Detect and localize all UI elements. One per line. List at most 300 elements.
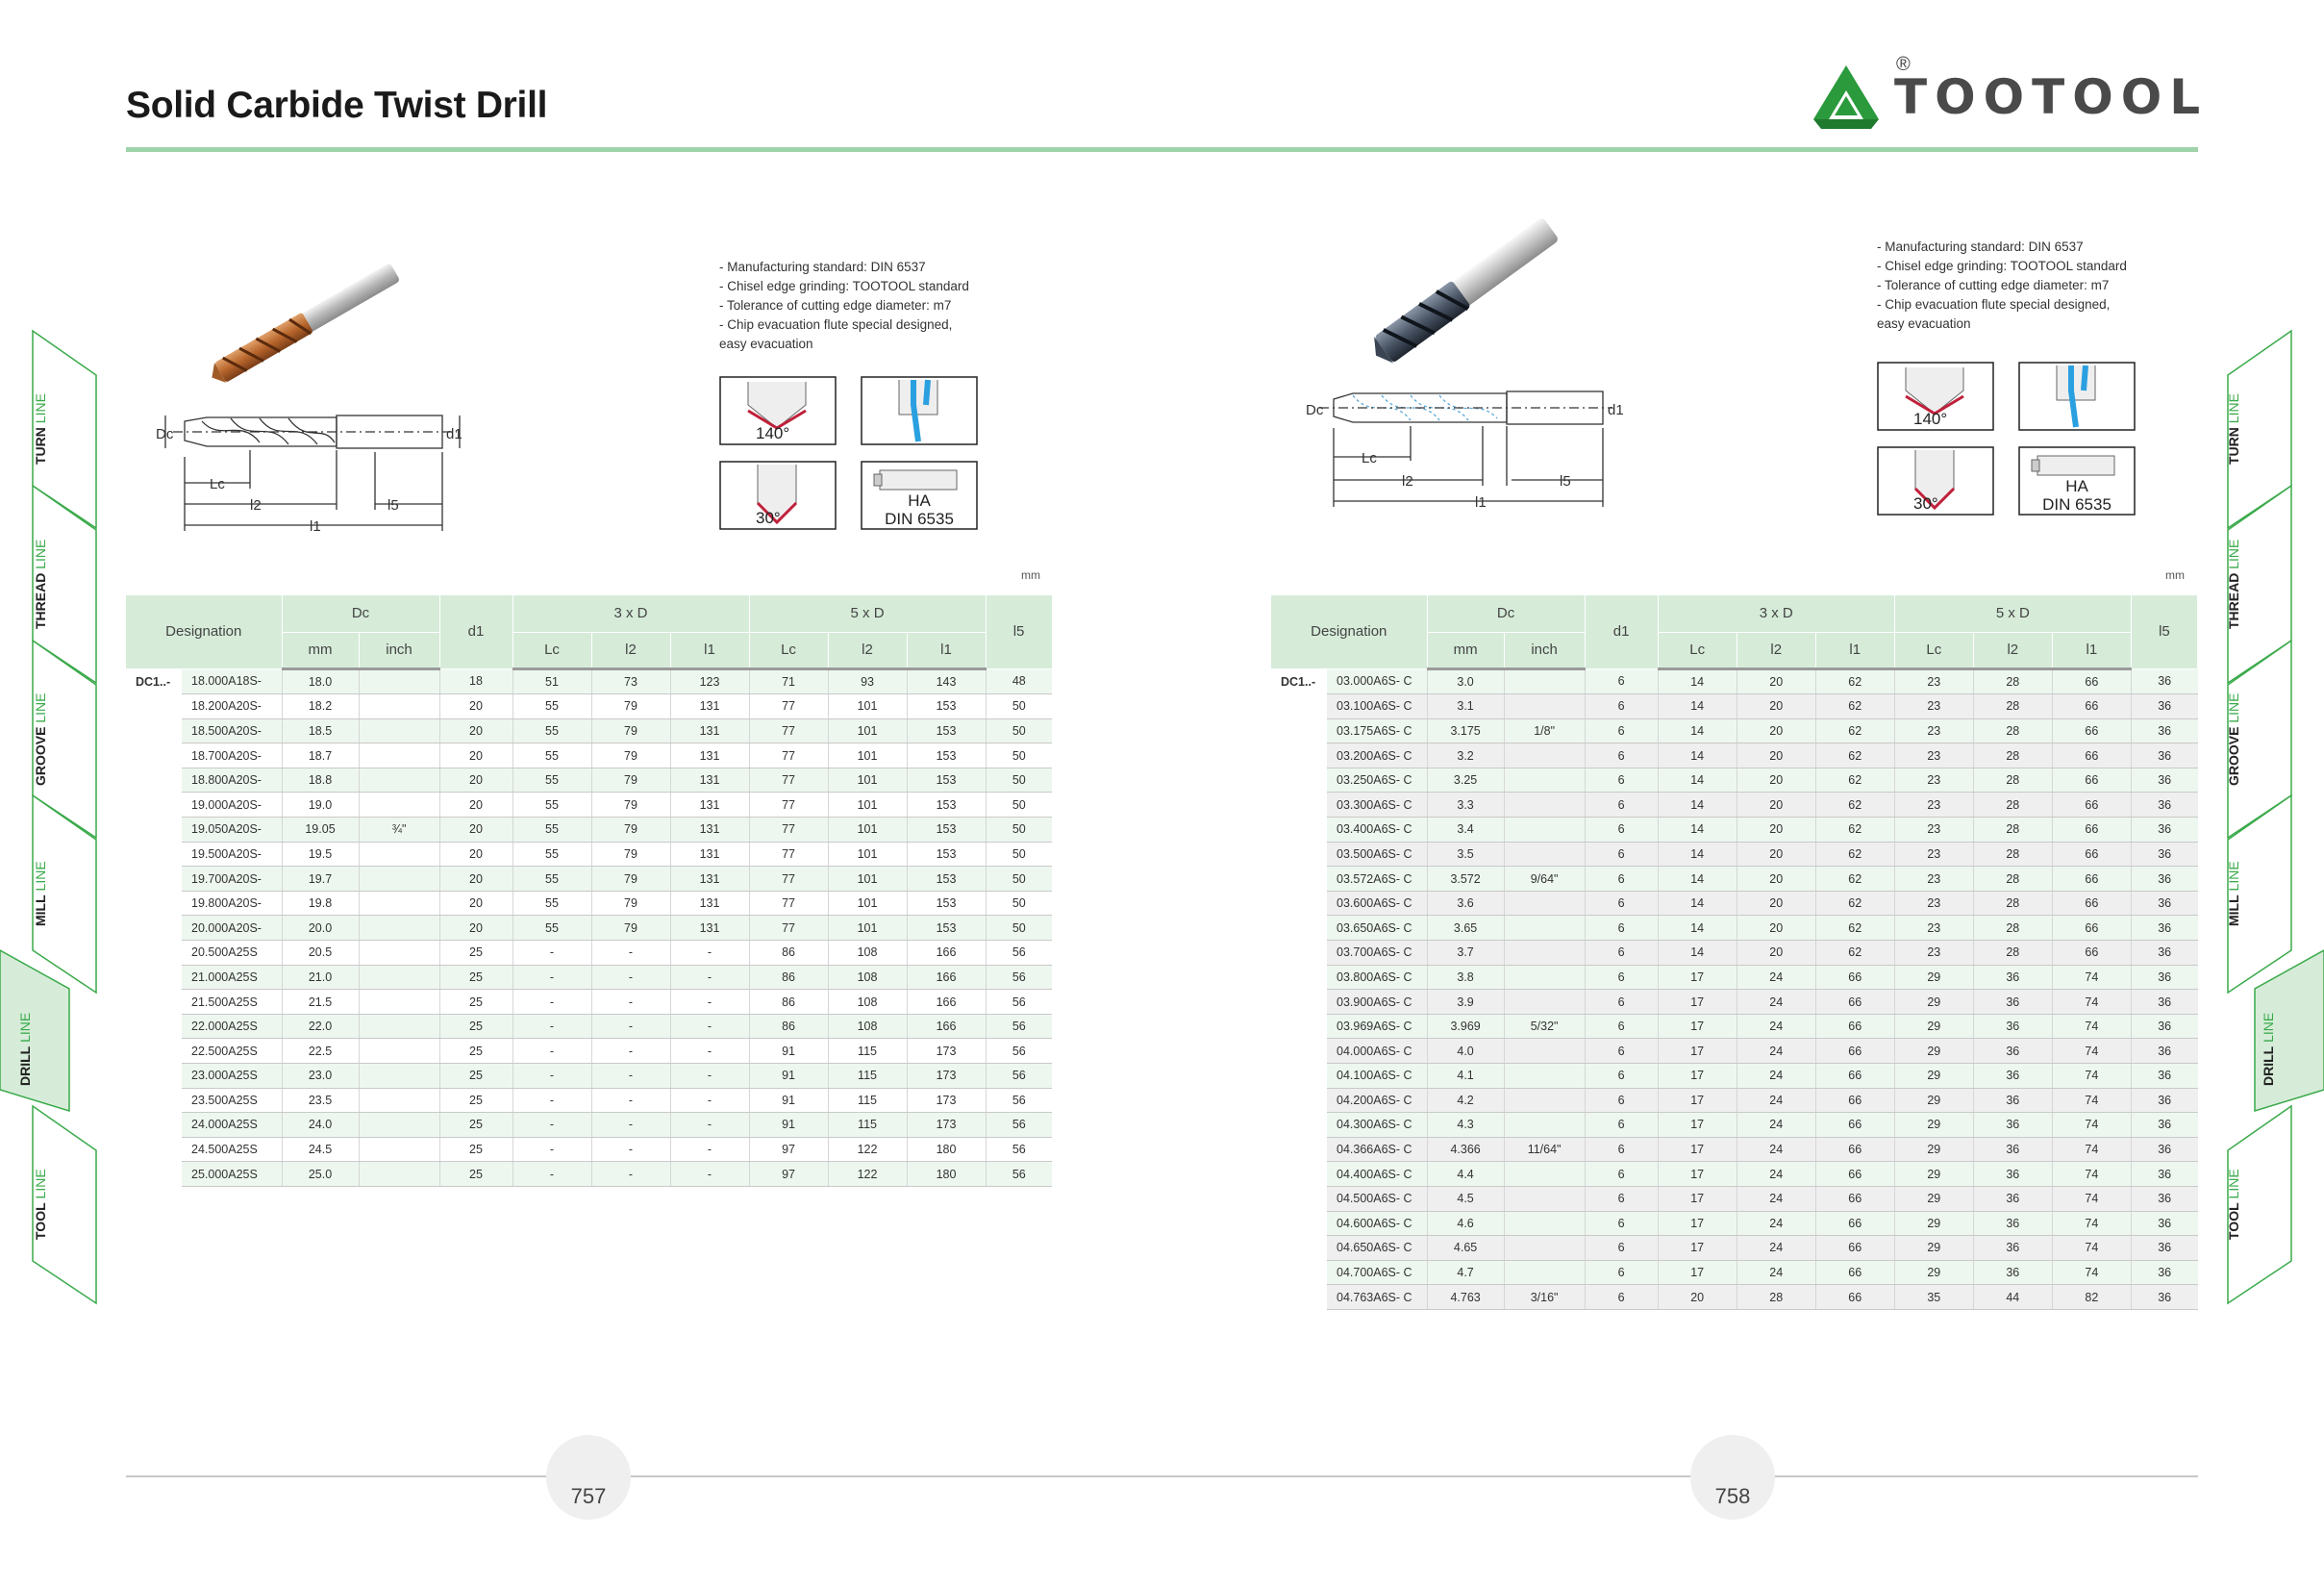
table-cell: 79	[591, 718, 670, 743]
table-cell: 18.2	[282, 694, 359, 719]
table-cell: 101	[828, 768, 907, 793]
col-l1: l1	[907, 632, 986, 668]
designation-prefix	[126, 818, 182, 843]
table-cell: 56	[986, 1039, 1052, 1064]
table-cell: 66	[1815, 1088, 1894, 1113]
tab-label-light: LINE	[2226, 393, 2241, 428]
table-cell: 21.0	[282, 965, 359, 990]
table-cell: 14	[1658, 818, 1737, 843]
feature-icon-label: HA	[2065, 477, 2088, 495]
tab-label-bold: DRILL	[17, 1045, 33, 1086]
table-cell: 4.1	[1427, 1064, 1504, 1089]
table-row	[1271, 668, 2198, 694]
table-cell: 66	[2052, 668, 2131, 694]
table-cell: ¾"	[359, 818, 439, 843]
tab-drill-line[interactable]	[2226, 950, 2324, 1109]
table-row	[126, 793, 1052, 818]
table-cell: 36	[2131, 1162, 2197, 1187]
table-cell: 3.25	[1427, 768, 1504, 793]
table-cell: 101	[828, 891, 907, 916]
designation-prefix	[1271, 718, 1327, 743]
col-lc: Lc	[749, 632, 828, 668]
table-cell: 97	[749, 1162, 828, 1187]
table-cell: 17	[1658, 1039, 1737, 1064]
table-cell: 50	[986, 867, 1052, 892]
table-cell: -	[512, 1162, 591, 1187]
table-cell: -	[512, 990, 591, 1015]
table-cell: 55	[512, 694, 591, 719]
table-cell: 101	[828, 818, 907, 843]
table-cell: 28	[1973, 793, 2052, 818]
table-cell: 25	[439, 1064, 512, 1089]
tab-label-light: LINE	[33, 1169, 48, 1203]
table-cell: 20	[439, 793, 512, 818]
table-cell: 62	[1815, 891, 1894, 916]
designation-prefix	[126, 793, 182, 818]
table-cell: 115	[828, 1088, 907, 1113]
table-row	[1271, 990, 2198, 1015]
table-cell: 3.969	[1427, 1014, 1504, 1039]
table-cell: 36	[1973, 1260, 2052, 1285]
designation-prefix: DC1..-	[136, 674, 171, 689]
dim-dc-label: Dc	[156, 426, 174, 442]
table-row	[1271, 1014, 2198, 1039]
table-cell: 77	[749, 793, 828, 818]
table-cell: 28	[1973, 916, 2052, 941]
table-cell: 23	[1894, 743, 1973, 768]
table-cell: 6	[1585, 1260, 1658, 1285]
table-cell: 153	[907, 818, 986, 843]
table-cell: 18.8	[282, 768, 359, 793]
table-cell: 36	[1973, 990, 2052, 1015]
table-cell: 20	[1737, 891, 1815, 916]
table-cell: -	[591, 1162, 670, 1187]
designation-cell: 04.650A6S- C	[1327, 1236, 1427, 1261]
tab-label-light: LINE	[33, 393, 48, 428]
table-cell: 24	[1737, 1162, 1815, 1187]
table-cell: -	[512, 1088, 591, 1113]
feature-icon-coolant	[861, 376, 976, 443]
dim-l2-label: l2	[1402, 473, 1413, 490]
table-cell: 173	[907, 1039, 986, 1064]
designation-cell: 24.000A25S	[182, 1113, 282, 1138]
table-cell: 14	[1658, 891, 1737, 916]
table-cell: 77	[749, 768, 828, 793]
table-cell: 3.4	[1427, 818, 1504, 843]
table-cell: 18.7	[282, 743, 359, 768]
feature-icon-tip	[719, 376, 835, 443]
table-cell: 22.5	[282, 1039, 359, 1064]
tab-tool-line[interactable]	[2226, 1106, 2291, 1265]
table-cell: 20	[439, 867, 512, 892]
designation-cell: 19.000A20S-	[182, 793, 282, 818]
dim-d1-label: d1	[1608, 402, 1624, 418]
designation-cell: 03.650A6S- C	[1327, 916, 1427, 941]
registered-mark: ®	[1896, 54, 1911, 75]
col-l1: l1	[2052, 632, 2131, 668]
table-cell: 23	[1894, 768, 1973, 793]
table-cell: 180	[907, 1137, 986, 1162]
table-cell: 56	[986, 965, 1052, 990]
table-cell: 29	[1894, 1039, 1973, 1064]
table-cell: 166	[907, 1014, 986, 1039]
table-cell: 91	[749, 1113, 828, 1138]
table-cell	[1504, 743, 1585, 768]
table-cell: 55	[512, 818, 591, 843]
table-cell: 36	[1973, 1113, 2052, 1138]
designation-prefix	[1271, 1211, 1327, 1236]
table-cell: 66	[2052, 818, 2131, 843]
table-cell: 36	[1973, 1039, 2052, 1064]
feature-icon-label: DIN 6535	[2042, 495, 2112, 514]
table-cell: 101	[828, 842, 907, 867]
table-cell: 153	[907, 916, 986, 941]
table-cell: 17	[1658, 1137, 1737, 1162]
table-cell: 3.6	[1427, 891, 1504, 916]
table-cell: 131	[670, 793, 749, 818]
designation-cell: 20.000A20S-	[182, 916, 282, 941]
table-cell: 101	[828, 793, 907, 818]
designation-cell: 03.175A6S- C	[1327, 718, 1427, 743]
designation-prefix	[1271, 818, 1327, 843]
table-cell: 25.0	[282, 1162, 359, 1187]
table-cell: 66	[1815, 1186, 1894, 1211]
table-cell	[359, 1137, 439, 1162]
table-cell: 6	[1585, 916, 1658, 941]
table-cell: 66	[2052, 793, 2131, 818]
table-cell: 23	[1894, 668, 1973, 694]
table-cell: 6	[1585, 965, 1658, 990]
table-cell: 4.366	[1427, 1137, 1504, 1162]
table-cell: -	[591, 1039, 670, 1064]
table-row	[1271, 1113, 2198, 1138]
table-row	[126, 743, 1052, 768]
table-cell: 77	[749, 842, 828, 867]
designation-prefix	[1271, 1088, 1327, 1113]
table-cell: 20	[1737, 718, 1815, 743]
table-cell	[1504, 1039, 1585, 1064]
table-cell	[359, 867, 439, 892]
table-cell: 19.5	[282, 842, 359, 867]
table-cell: 93	[828, 668, 907, 694]
tab-tool-line[interactable]	[33, 1106, 98, 1265]
table-cell: 36	[2131, 818, 2197, 843]
table-row	[1271, 867, 2198, 892]
table-cell: 24	[1737, 1039, 1815, 1064]
col-lc: Lc	[1658, 632, 1737, 668]
table-cell: 17	[1658, 1064, 1737, 1089]
table-cell: -	[512, 1064, 591, 1089]
feature-item: easy evacuation	[719, 337, 813, 351]
tab-label-bold: GROOVE	[2226, 726, 2241, 786]
table-row	[126, 1137, 1052, 1162]
table-cell	[1504, 793, 1585, 818]
designation-prefix	[1271, 941, 1327, 966]
table-cell: 28	[1973, 718, 2052, 743]
col-designation: Designation	[1271, 595, 1427, 668]
table-row	[1271, 1211, 2198, 1236]
table-row	[1271, 793, 2198, 818]
table-cell	[1504, 1162, 1585, 1187]
tab-thread-line[interactable]	[33, 486, 98, 644]
col-l5: l5	[986, 595, 1052, 668]
tab-label-light: LINE	[2226, 693, 2241, 727]
table-cell: -	[670, 1088, 749, 1113]
table-cell: 74	[2052, 990, 2131, 1015]
designation-prefix	[1271, 1162, 1327, 1187]
table-cell: -	[591, 1014, 670, 1039]
table-cell: 108	[828, 990, 907, 1015]
table-cell: 29	[1894, 1064, 1973, 1089]
table-cell: 29	[1894, 1211, 1973, 1236]
table-cell: 62	[1815, 694, 1894, 719]
table-cell: -	[670, 1113, 749, 1138]
designation-cell: 04.763A6S- C	[1327, 1285, 1427, 1310]
table-cell: 20	[1737, 867, 1815, 892]
tab-label-light: LINE	[33, 861, 48, 895]
table-cell: 20.5	[282, 941, 359, 966]
table-cell: 131	[670, 768, 749, 793]
table-cell	[1504, 1236, 1585, 1261]
table-cell: 66	[1815, 1014, 1894, 1039]
table-cell: 62	[1815, 941, 1894, 966]
designation-prefix	[126, 1014, 182, 1039]
table-cell: 79	[591, 768, 670, 793]
table-cell: 24	[1737, 1186, 1815, 1211]
table-cell: 6	[1585, 668, 1658, 694]
tab-turn-line[interactable]	[33, 331, 98, 490]
table-cell: 131	[670, 842, 749, 867]
table-cell: 74	[2052, 1260, 2131, 1285]
footer-divider	[126, 1475, 2198, 1477]
table-cell	[359, 1113, 439, 1138]
table-cell: 3.7	[1427, 941, 1504, 966]
table-cell: 108	[828, 941, 907, 966]
table-cell	[359, 668, 439, 694]
table-row	[1271, 768, 2198, 793]
table-cell: 28	[1737, 1285, 1815, 1310]
designation-cell: 03.700A6S- C	[1327, 941, 1427, 966]
table-row	[126, 1014, 1052, 1039]
table-cell: 36	[1973, 1137, 2052, 1162]
designation-prefix	[126, 990, 182, 1015]
feature-icon-shank	[861, 461, 976, 528]
header-row	[126, 595, 1052, 632]
tab-groove-line[interactable]	[33, 641, 98, 799]
table-cell: 77	[749, 718, 828, 743]
table-cell: 6	[1585, 1236, 1658, 1261]
table-cell: -	[670, 1162, 749, 1187]
designation-cell: 04.200A6S- C	[1327, 1088, 1427, 1113]
table-cell: 66	[1815, 1137, 1894, 1162]
table-cell: 101	[828, 916, 907, 941]
table-cell: 24	[1737, 1113, 1815, 1138]
tab-mill-line[interactable]	[33, 795, 98, 954]
table-cell: 28	[1973, 941, 2052, 966]
designation-cell: 21.500A25S	[182, 990, 282, 1015]
table-cell: 50	[986, 818, 1052, 843]
table-cell: 66	[1815, 1211, 1894, 1236]
tab-label-light: LINE	[2226, 1169, 2241, 1203]
table-cell: 20	[1658, 1285, 1737, 1310]
table-cell: 29	[1894, 1260, 1973, 1285]
table-cell: 20	[1737, 768, 1815, 793]
table-cell: -	[591, 1064, 670, 1089]
table-cell: 3.572	[1427, 867, 1504, 892]
table-cell: 62	[1815, 768, 1894, 793]
table-cell: 29	[1894, 1014, 1973, 1039]
table-cell: 25	[439, 1088, 512, 1113]
table-cell: 24	[1737, 1064, 1815, 1089]
tab-mill-line[interactable]	[2226, 795, 2291, 954]
table-cell: 6	[1585, 891, 1658, 916]
table-cell: 91	[749, 1039, 828, 1064]
col-l1: l1	[670, 632, 749, 668]
table-cell	[359, 842, 439, 867]
table-cell: 20	[439, 768, 512, 793]
table-cell: 77	[749, 818, 828, 843]
table-cell: 131	[670, 718, 749, 743]
table-cell: 36	[2131, 1137, 2197, 1162]
table-cell: 115	[828, 1039, 907, 1064]
table-row	[1271, 1088, 2198, 1113]
table-cell: 28	[1973, 867, 2052, 892]
tab-label-bold: THREAD	[2226, 572, 2241, 630]
col-d1: d1	[1585, 595, 1658, 668]
table-cell: 131	[670, 867, 749, 892]
table-row	[126, 1039, 1052, 1064]
table-cell: 50	[986, 768, 1052, 793]
table-cell: 20	[1737, 694, 1815, 719]
designation-cell: 19.500A20S-	[182, 842, 282, 867]
table-cell: 29	[1894, 1088, 1973, 1113]
col-l2: l2	[591, 632, 670, 668]
table-row	[126, 818, 1052, 843]
dim-lc-label: Lc	[210, 476, 225, 492]
table-cell: 6	[1585, 1137, 1658, 1162]
table-row	[126, 842, 1052, 867]
table-cell: 86	[749, 941, 828, 966]
tab-label-light: LINE	[33, 539, 48, 573]
designation-cell: 03.000A6S- C	[1327, 668, 1427, 694]
table-cell: 23	[1894, 793, 1973, 818]
designation-cell: 18.000A18S-	[182, 668, 282, 694]
table-cell: 36	[2131, 1236, 2197, 1261]
tab-label-bold: TURN	[33, 427, 48, 466]
brand-mark-icon	[1808, 58, 1885, 135]
table-cell: 77	[749, 694, 828, 719]
table-cell: 6	[1585, 842, 1658, 867]
designation-prefix	[126, 1064, 182, 1089]
table-row	[1271, 1236, 2198, 1261]
table-cell	[1504, 768, 1585, 793]
table-cell: 173	[907, 1088, 986, 1113]
table-cell: 153	[907, 867, 986, 892]
table-cell: 24	[1737, 1088, 1815, 1113]
col-designation: Designation	[126, 595, 282, 668]
designation-prefix	[126, 965, 182, 990]
table-cell: 3.8	[1427, 965, 1504, 990]
table-cell: 74	[2052, 1186, 2131, 1211]
table-cell	[359, 891, 439, 916]
designation-prefix	[126, 1113, 182, 1138]
table-cell: 17	[1658, 1113, 1737, 1138]
table-row	[1271, 891, 2198, 916]
table-cell: 50	[986, 891, 1052, 916]
tab-drill-line[interactable]	[0, 950, 98, 1109]
table-cell: 19.8	[282, 891, 359, 916]
table-cell: -	[591, 990, 670, 1015]
tab-label-light: LINE	[33, 693, 48, 727]
feature-icon-label: 140°	[1913, 410, 1948, 428]
table-cell: 36	[2131, 1014, 2197, 1039]
table-cell: -	[670, 1064, 749, 1089]
table-cell: 24.5	[282, 1137, 359, 1162]
table-cell: 131	[670, 891, 749, 916]
designation-prefix	[126, 916, 182, 941]
table-cell: 25	[439, 1137, 512, 1162]
designation-cell: 03.572A6S- C	[1327, 867, 1427, 892]
table-cell: 101	[828, 694, 907, 719]
table-cell: 91	[749, 1064, 828, 1089]
designation-cell: 18.700A20S-	[182, 743, 282, 768]
table-cell	[359, 718, 439, 743]
tab-label	[33, 369, 94, 490]
tab-label	[17, 989, 79, 1109]
table-row	[126, 1064, 1052, 1089]
feature-list-right	[1877, 238, 2127, 334]
table-cell: 6	[1585, 793, 1658, 818]
designation-prefix	[1271, 768, 1327, 793]
table-cell: 66	[1815, 1260, 1894, 1285]
table-cell: 29	[1894, 990, 1973, 1015]
designation-cell: 03.100A6S- C	[1327, 694, 1427, 719]
table-cell: 29	[1894, 1113, 1973, 1138]
table-cell: 6	[1585, 941, 1658, 966]
drill-photo-left	[197, 260, 418, 385]
table-row	[126, 867, 1052, 892]
dim-d1-label: d1	[446, 426, 462, 442]
tab-turn-line[interactable]	[2226, 331, 2291, 490]
table-cell: 36	[2131, 743, 2197, 768]
table-cell: -	[591, 1137, 670, 1162]
table-row	[126, 1088, 1052, 1113]
table-cell: 36	[2131, 990, 2197, 1015]
table-cell: 97	[749, 1137, 828, 1162]
table-cell: 66	[1815, 1039, 1894, 1064]
tab-label-bold: THREAD	[33, 572, 48, 630]
table-cell: 74	[2052, 1014, 2131, 1039]
table-cell: 79	[591, 743, 670, 768]
tab-groove-line[interactable]	[2226, 641, 2291, 799]
feature-item: - Manufacturing standard: DIN 6537	[1877, 239, 2084, 254]
table-cell: 180	[907, 1162, 986, 1187]
designation-cell: 23.000A25S	[182, 1064, 282, 1089]
table-cell: 66	[2052, 694, 2131, 719]
table-cell: -	[512, 965, 591, 990]
table-row	[126, 990, 1052, 1015]
table-cell: 66	[2052, 842, 2131, 867]
tab-thread-line[interactable]	[2226, 486, 2291, 644]
table-cell: 17	[1658, 1186, 1737, 1211]
designation-cell: 20.500A25S	[182, 941, 282, 966]
table-cell: 36	[2131, 1211, 2197, 1236]
col-l1: l1	[1815, 632, 1894, 668]
designation-prefix	[1271, 891, 1327, 916]
table-cell: 50	[986, 916, 1052, 941]
table-cell: 36	[2131, 965, 2197, 990]
tab-label	[2226, 524, 2287, 644]
